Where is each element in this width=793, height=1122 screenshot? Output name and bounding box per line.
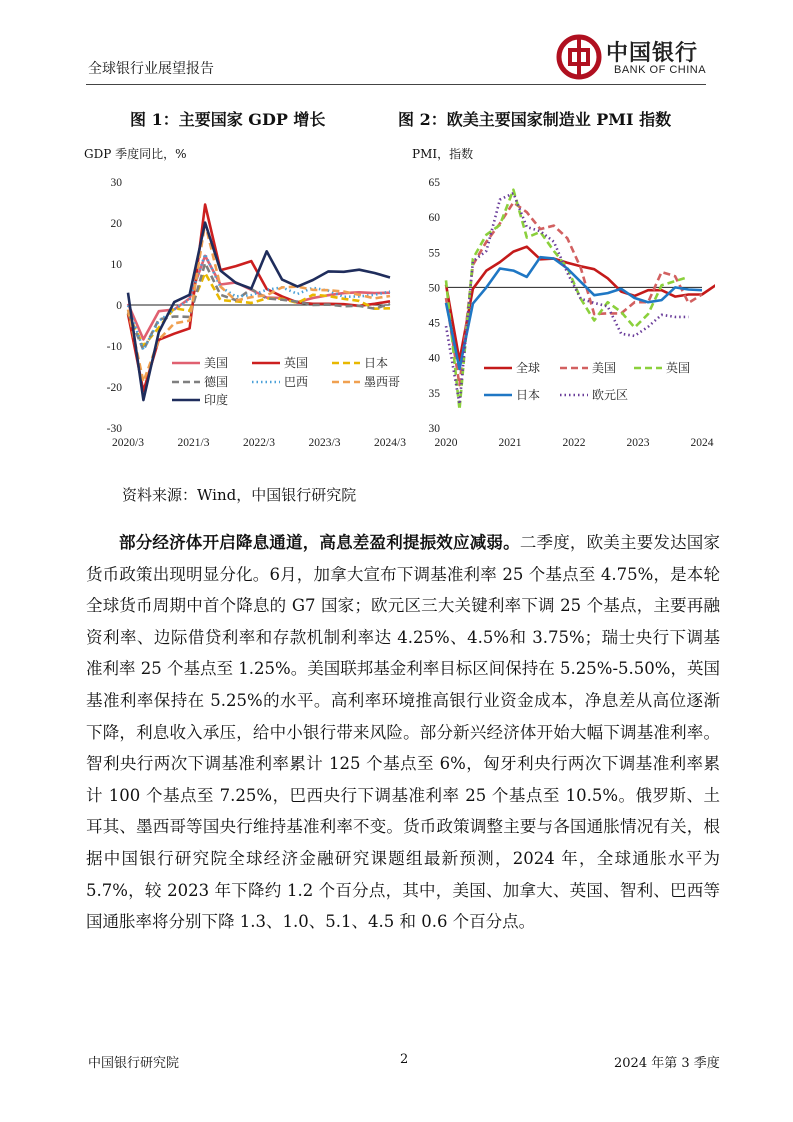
bank-of-china-emblem-icon [556, 34, 602, 80]
bank-logo [556, 34, 706, 82]
figure-1-unit: GDP 季度同比，% [84, 147, 187, 161]
legend-label: 全球 [516, 361, 541, 375]
logo-english-name: BANK OF CHINA [614, 64, 707, 76]
series-line-3 [446, 190, 689, 410]
x-tick-label: 2021 [498, 437, 522, 449]
footer-quarter: 2024 年第 3 季度 [614, 1056, 720, 1071]
x-tick-label: 2020/3 [112, 437, 144, 449]
legend-label: 美国 [592, 361, 617, 375]
report-title: 全球银行业展望报告 [88, 61, 214, 77]
y-tick-label: 10 [110, 259, 122, 271]
legend-label: 日本 [516, 388, 541, 402]
legend-label: 英国 [666, 361, 691, 375]
y-tick-label: 30 [428, 423, 440, 435]
series-line-5 [446, 193, 689, 404]
x-tick-label: 2022/3 [243, 437, 275, 449]
figure-1-title: 图 1：主要国家 GDP 增长 [130, 110, 326, 129]
paragraph-body: 二季度，欧美主要发达国家货币政策出现明显分化。6月，加拿大宣布下调基准利率 25 个基点至 4.75%，是本轮全球货币周期中首个降息的 G7 国家；欧元区三大关键利率下调 25 个基点，主要再融资利率、边际借贷利率和存款机制利率达 4.25%、4.5%和 3.75%；瑞士央行下调基准利率 25 个基点至 1.25%。美国联邦基金利率目标区间保持在 5.25%-5.50%，英国基准利率保持在 5.25%的水平。高利率环境推高银行业资金成本，净息差从高位逐渐下降，利息收入承压，给中小银行带来风险。部分新兴经济体开始大幅下调基准利率。智利央行两次下调基准利率累计 125 个基点至 6%，匈牙利央行两次下调基准利率累计 100 个基点至 7.25%，巴西央行下调基准利率 25 个基点至 10.5%。俄罗斯、土耳其、墨西哥等国央行维持基准利率不变。货币政策调整主要与各国通胀情况有关，根据中国银行研究院全球经济金融研究课题组最新预测，2024 年，全球通胀水平为 5.7%，较 2023 年下降约 1.2 个百分点，其中，美国、加拿大、英国、智利、巴西等国通胀率将分别下降 1.3、1.0、5.1、4.5 和 0.6 个百分点。 [86, 533, 721, 932]
footer-institute: 中国银行研究院 [88, 1056, 180, 1071]
y-tick-label: 0 [116, 300, 122, 312]
x-tick-label: 2023 [626, 437, 650, 449]
y-tick-label: 35 [428, 387, 440, 400]
y-tick-label: -10 [106, 341, 122, 353]
y-tick-label: -20 [106, 382, 122, 394]
body-paragraph [86, 527, 720, 938]
y-tick-label: 20 [110, 218, 122, 230]
legend-label: 墨西哥 [364, 375, 401, 389]
legend-label: 印度 [204, 393, 229, 407]
gdp-growth-chart [80, 165, 410, 460]
page-number: 2 [400, 1052, 409, 1067]
series-line-6 [128, 223, 390, 381]
y-tick-label: 65 [428, 177, 440, 189]
paragraph-lead: 部分经济体开启降息通道，高息差盈利提振效应减弱。 [119, 533, 520, 552]
y-tick-label: 30 [110, 177, 122, 189]
series-line-2 [446, 202, 702, 385]
legend-label: 美国 [204, 356, 229, 370]
x-tick-label: 2024 [690, 437, 714, 449]
legend-label: 巴西 [284, 375, 309, 389]
pmi-index-chart [410, 165, 715, 460]
x-tick-label: 2020 [434, 437, 458, 449]
x-tick-label: 2021/3 [177, 437, 210, 449]
header-divider [86, 84, 706, 85]
y-tick-label: -30 [106, 423, 122, 435]
figure-2-unit: PMI，指数 [412, 147, 474, 161]
y-tick-label: 40 [428, 352, 440, 365]
figure-2-title: 图 2：欧美主要国家制造业 PMI 指数 [398, 110, 672, 129]
x-tick-label: 2022 [562, 437, 586, 449]
legend-label: 欧元区 [592, 388, 629, 402]
y-tick-label: 45 [428, 317, 440, 330]
x-tick-label: 2023/3 [308, 437, 341, 449]
legend-label: 日本 [364, 356, 389, 370]
chart-source-note: 资料来源：Wind，中国银行研究院 [122, 486, 357, 504]
x-tick-label: 2024/3 [374, 437, 406, 449]
y-tick-label: 50 [428, 282, 440, 295]
series-line-1 [446, 247, 715, 361]
legend-label: 英国 [284, 356, 309, 370]
y-tick-label: 55 [428, 247, 440, 260]
y-tick-label: 60 [428, 212, 440, 225]
legend-label: 德国 [204, 375, 229, 389]
logo-chinese-name: 中国银行 [606, 40, 699, 66]
